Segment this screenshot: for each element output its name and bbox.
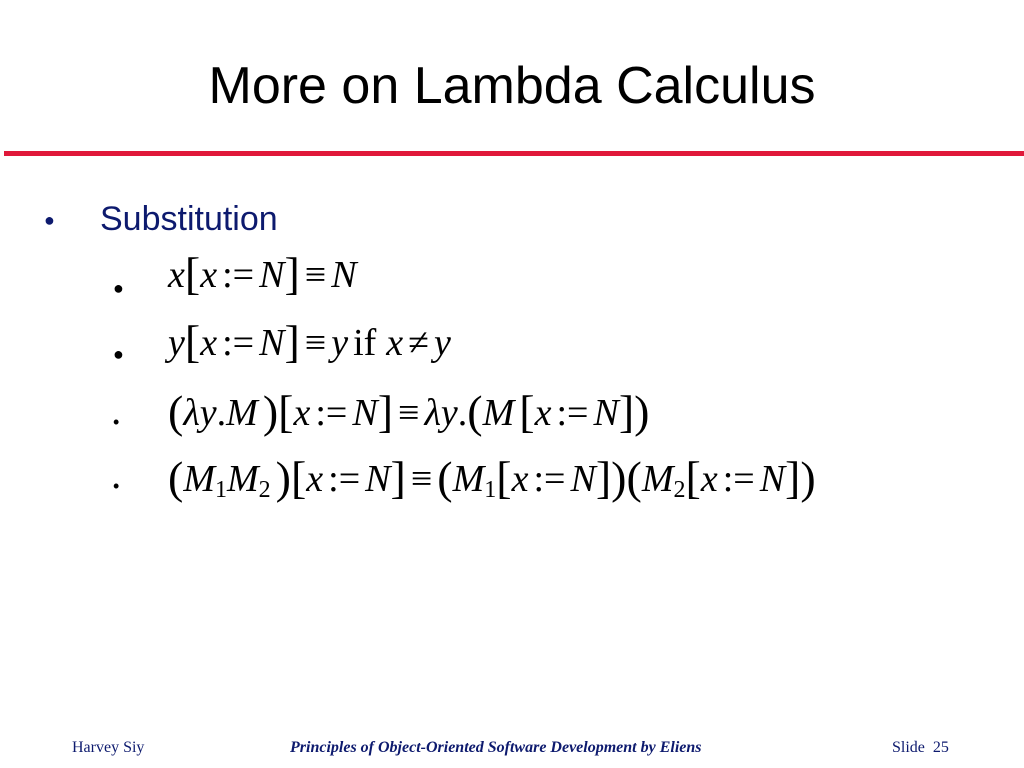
bullet-substitution: Substitution [100, 200, 278, 238]
formula-4: ($M_1M_2$ )[x := $N] \equiv (M_1[x$ := $N])(M_2[x$ := N]) [168, 452, 816, 503]
formula-1: x[x := N] ≡ N [168, 248, 357, 299]
title-divider [4, 151, 1024, 156]
footer-slide-label: Slide [892, 739, 925, 756]
slide-title: More on Lambda Calculus [208, 57, 816, 115]
formula-3: (λy.M )[x := N] ≡ λy.(M [x := N]) [168, 386, 650, 437]
sub-bullet-dot-icon: • [113, 412, 120, 432]
sub-bullet-dot-icon: • [113, 476, 120, 496]
footer-author: Harvey Siy [72, 739, 145, 756]
bullet-dot-icon: ● [44, 210, 55, 230]
footer-course-title: Principles of Object-Oriented Software Development by Eliens [290, 739, 702, 756]
sub-bullet-dot-icon: ● [113, 278, 124, 298]
footer-slide-number [892, 739, 949, 757]
sub-bullet-dot-icon: ● [113, 344, 124, 364]
formula-2: y[x := N] ≡ y if x ≠ y [168, 316, 451, 367]
footer-slide-num: 25 [932, 739, 949, 756]
